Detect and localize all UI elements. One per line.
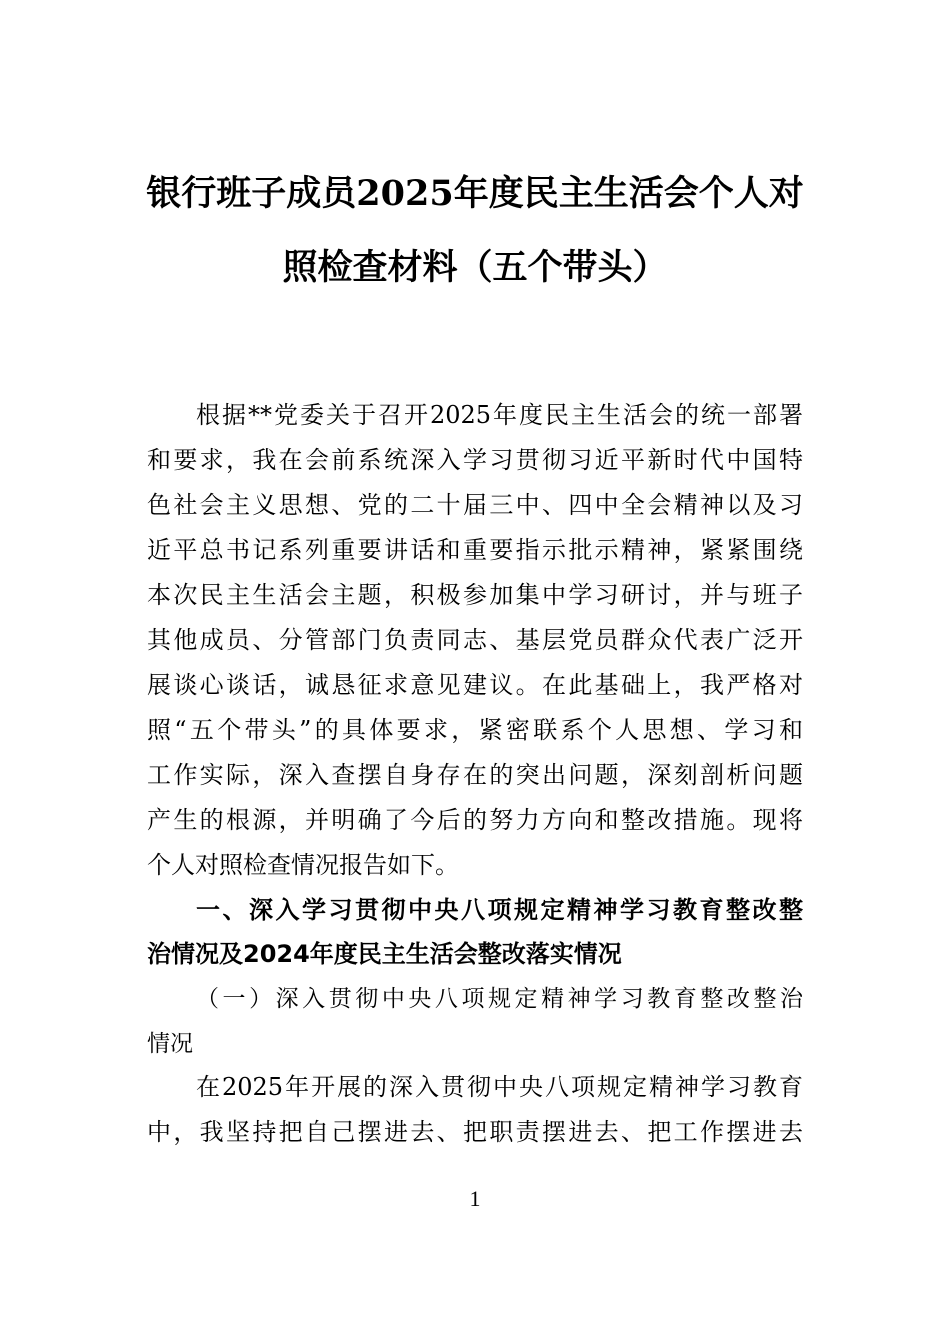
intro-line: 和要求，我在会前系统深入学习贯彻习近平新时代中国特: [147, 446, 803, 474]
intro-line: 工作实际，深入查摆自身存在的突出问题，深刻剖析问题: [147, 761, 803, 789]
intro-line: 色社会主义思想、党的二十届三中、四中全会精神以及习: [147, 491, 803, 519]
document-title-line-2: 照检查材料（五个带头）: [282, 247, 668, 288]
intro-line: 照“五个带头”的具体要求，紧密联系个人思想、学习和: [147, 716, 803, 744]
intro-line: 个人对照检查情况报告如下。: [147, 851, 459, 879]
intro-line: 展谈心谈话，诚恳征求意见建议。在此基础上，我严格对: [147, 671, 803, 699]
intro-line: 产生的根源，并明确了今后的努力方向和整改措施。现将: [147, 806, 803, 834]
intro-line: 其他成员、分管部门负责同志、基层党员群众代表广泛开: [147, 626, 803, 654]
section-heading-line: 治情况及2024年度民主生活会整改落实情况: [147, 940, 622, 968]
subsection-heading-line: 情况: [147, 1031, 193, 1057]
intro-line: 根据**党委关于召开2025年度民主生活会的统一部署: [196, 401, 803, 429]
body-line: 中，我坚持把自己摆进去、把职责摆进去、把工作摆进去: [147, 1118, 803, 1146]
section-heading-line: 一、深入学习贯彻中央八项规定精神学习教育整改整: [196, 896, 803, 924]
page-number: 1: [469, 1186, 481, 1211]
intro-line: 近平总书记系列重要讲话和重要指示批示精神，紧紧围绕: [147, 536, 803, 564]
body-line: 在2025年开展的深入贯彻中央八项规定精神学习教育: [196, 1073, 803, 1101]
subsection-heading-line: （一）深入贯彻中央八项规定精神学习教育整改整治: [196, 986, 803, 1012]
intro-line: 本次民主生活会主题，积极参加集中学习研讨，并与班子: [147, 581, 803, 609]
document-title-line-1: 银行班子成员2025年度民主生活会个人对: [146, 173, 804, 214]
